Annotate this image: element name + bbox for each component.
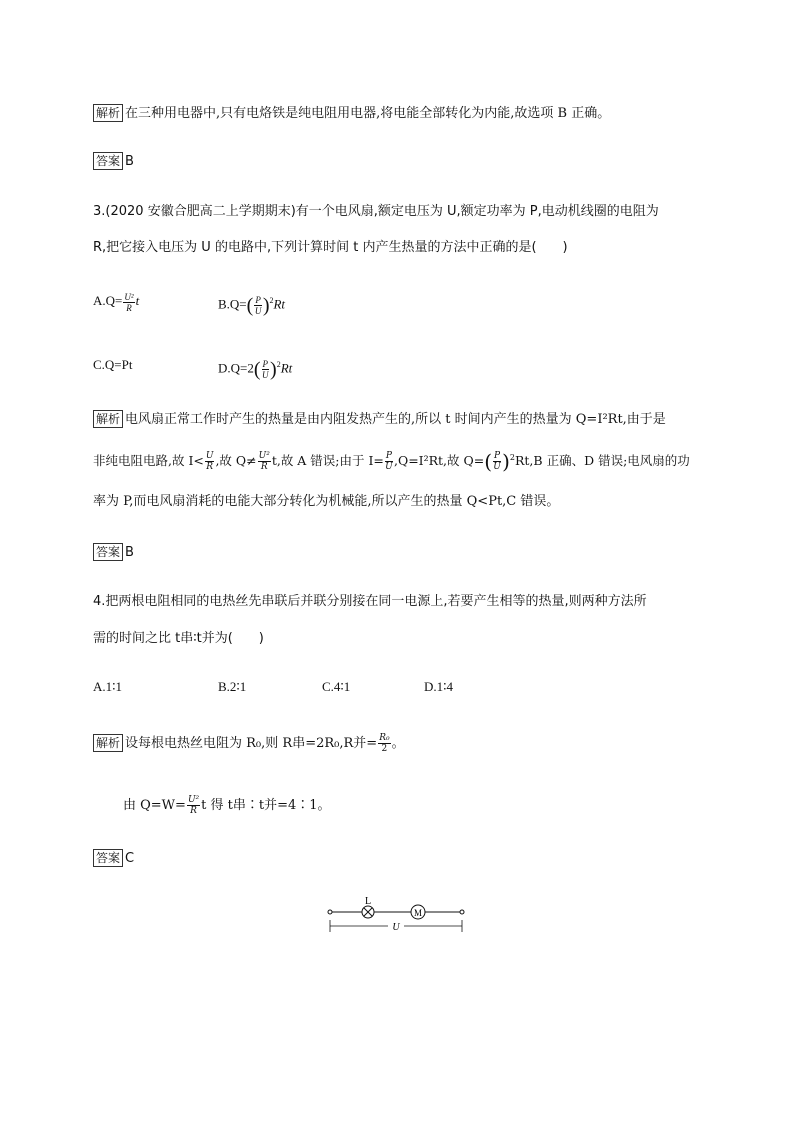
- analysis-line-3: 率为 P,而电风扇消耗的电能大部分转化为机械能,所以产生的热量 Q<Pt,C 错误。: [93, 494, 560, 509]
- voltage-label: U: [392, 922, 400, 933]
- analysis-block-3: [93, 410, 666, 430]
- lamp-symbol: [362, 906, 374, 918]
- option-a: A.Q= $\frac{\text{U²}}{R}$ t: [93, 291, 140, 313]
- option-a: A.1∶1: [93, 679, 123, 694]
- fraction: $\frac{\text{U²}}{R}$: [124, 291, 134, 313]
- analysis-tag: 解析: [93, 104, 123, 122]
- terminal-left: [328, 910, 332, 914]
- answer-block-3: [93, 543, 134, 563]
- fraction: $\frac{P}{U}$: [254, 294, 262, 316]
- lamp-label: L: [364, 896, 372, 907]
- option-b: B.2∶1: [218, 679, 247, 694]
- question-3-line-1: 3.(2020 安徽合肥高二上学期期末)有一个电风扇,额定电压为 U,额定功率为 P,电动机线圈的电阻为: [93, 204, 659, 219]
- analysis-line-1: 电风扇正常工作时产生的热量是由内阻发热产生的,所以 t 时间内产生的热量为 Q=I²Rt,由于是: [125, 412, 666, 427]
- analysis-text: 在三种用电器中,只有电烙铁是纯电阻用电器,将电能全部转化为内能,故选项 B 正确。: [125, 106, 611, 121]
- answer-value: B: [125, 545, 134, 560]
- analysis-line-2: 由 Q=W= $\frac{\text{U²}}{R}$ t 得 t串∶t并=4∶1。: [123, 795, 331, 816]
- analysis-block-4: 解析 设每根电热丝电阻为 R₀,则 R串=2R₀,R并= $\frac{\text{R₀}}{2}$ 。: [93, 733, 405, 754]
- question-4-line-2: 需的时间之比 t串∶t并为( ): [93, 631, 264, 646]
- answer-block-4: [93, 849, 134, 869]
- option-c: C.4∶1: [322, 679, 351, 694]
- answer-tag: 答案: [93, 543, 123, 561]
- answer-value: C: [125, 851, 135, 866]
- analysis-tag: 解析: [93, 734, 123, 752]
- terminal-right: [460, 910, 464, 914]
- fraction: $\frac{\text{R₀}}{2}$: [379, 733, 390, 754]
- option-c: C.Q=Pt: [93, 357, 133, 372]
- analysis-block-1: [93, 104, 610, 124]
- fraction: $\frac{P}{U}$: [262, 358, 269, 380]
- analysis-tag: 解析: [93, 410, 123, 428]
- motor-label: M: [413, 908, 423, 918]
- answer-tag: 答案: [93, 152, 123, 170]
- option-b: B.Q=( $\frac{P}{U}$ )$^2$Rt: [218, 294, 286, 317]
- answer-block-1: [93, 152, 134, 172]
- option-d: D.1∶4: [424, 679, 454, 694]
- question-4-line-1: 4.把两根电阻相同的电热丝先串联后并联分别接在同一电源上,若要产生相等的热量,则两种方法所: [93, 594, 647, 609]
- answer-value: B: [125, 154, 134, 169]
- analysis-block-3-line-2: 非纯电阻电路,故 I< $\frac{U}{R}$ ,故 Q≠ $\frac{\text{U²}}{R}$ t,故 A 错误;由于 I= $\frac{P}{U}$ ,Q=I²Rt,故 Q=( $\frac{P}{U}$ )$^2$Rt,B 正确、D 错误;电风扇的功: [93, 449, 690, 474]
- option-d: D.Q=2( $\frac{P}{U}$ )$^2$Rt: [218, 358, 293, 381]
- circuit-diagram: [322, 892, 472, 936]
- answer-tag: 答案: [93, 849, 123, 867]
- question-3-line-2: R,把它接入电压为 U 的电路中,下列计算时间 t 内产生热量的方法中正确的是( ): [93, 240, 568, 255]
- analysis-line-1: 设每根电热丝电阻为 R₀,则 R串=2R₀,R并=: [125, 736, 378, 751]
